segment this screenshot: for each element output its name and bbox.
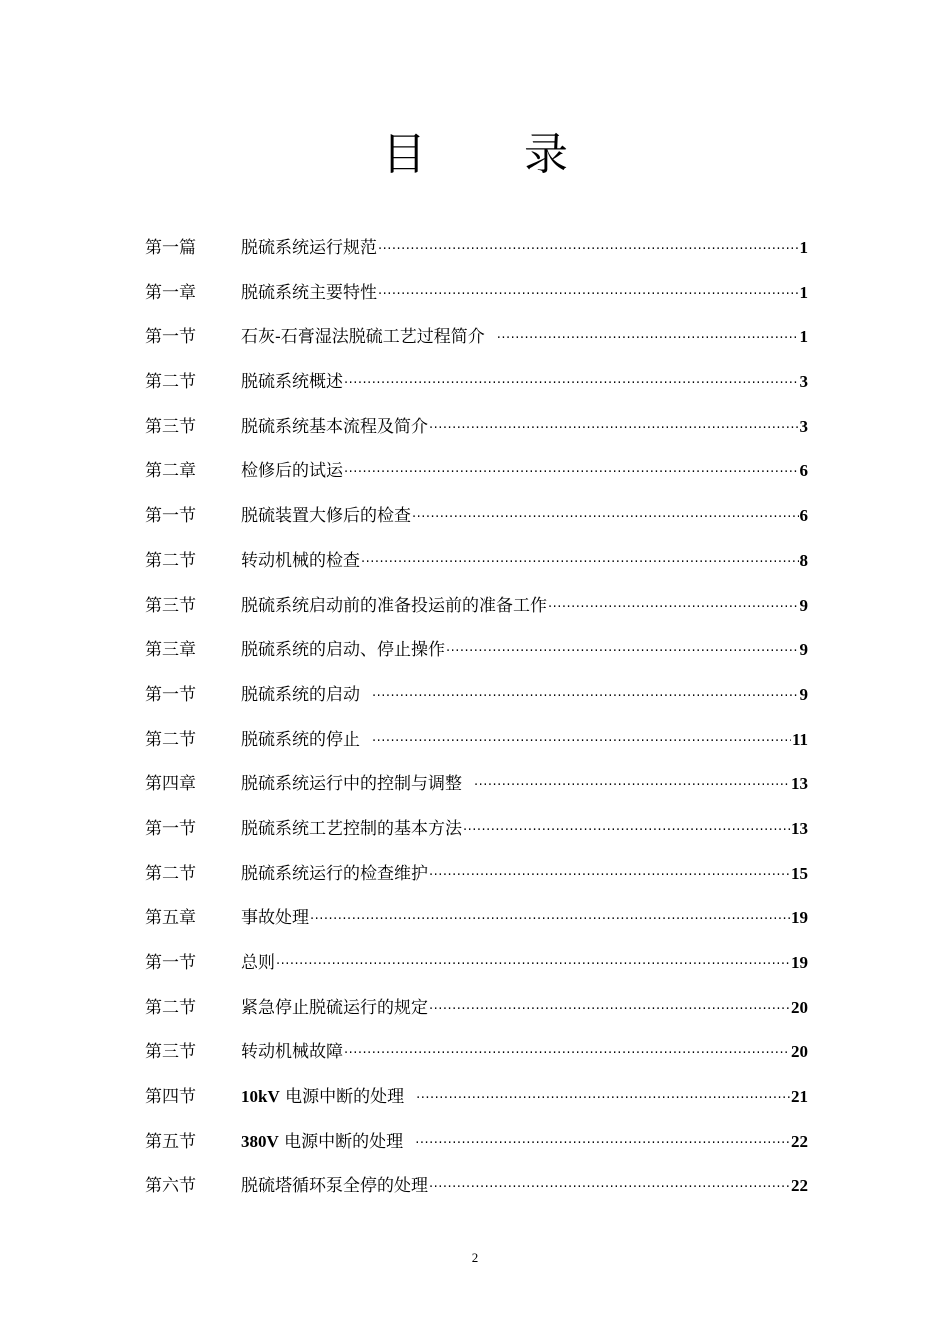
toc-entry-page: 9 [799,684,808,704]
toc-entry-title: 脱硫系统运行规范 [241,238,377,258]
toc-entry[interactable] [145,1075,808,1120]
toc-entry-title: 脱硫系统运行中的控制与调整 [241,774,462,795]
page-number: 2 [471,1250,479,1265]
toc-entry-page: 22 [791,1131,808,1151]
toc-entry-title-bold: 380V [241,1131,279,1151]
toc-entry-label: 第四节 [145,1087,196,1108]
toc-entry-title: 脱硫系统运行的检查维护 [241,863,428,884]
toc-entry[interactable] [145,226,808,271]
toc-entry-page: 9 [799,640,808,660]
toc-entry-label: 第一篇 [145,238,196,258]
toc-entry-label: 第一节 [145,953,196,973]
table-of-contents [145,226,808,1209]
toc-entry-page: 19 [791,953,808,972]
toc-entry-page: 1 [799,282,808,302]
toc-entry[interactable] [145,360,808,405]
toc-entry[interactable] [145,986,808,1031]
toc-entry-label: 第一章 [145,282,196,303]
toc-dot-leader [463,807,790,852]
toc-dot-leader [429,986,790,1031]
toc-entry[interactable] [145,941,808,986]
toc-entry-title: 总则 [241,953,275,973]
toc-entry-label: 第一节 [145,684,196,705]
toc-entry-label: 第二节 [145,997,196,1018]
toc-entry-page: 3 [799,372,808,392]
toc-dot-leader [497,315,799,360]
toc-entry-page: 21 [791,1087,808,1107]
toc-entry-label: 第五章 [145,908,196,929]
toc-entry-title: 脱硫系统启动前的准备投运前的准备工作 [241,595,547,616]
toc-entry-title: 脱硫系统的启动 [241,684,360,705]
toc-dot-leader [361,539,799,584]
toc-entry[interactable] [145,628,808,673]
toc-entry-title: 脱硫装置大修后的检查 [241,506,411,527]
toc-dot-leader [310,896,790,941]
toc-entry[interactable] [145,718,808,763]
toc-entry-title: 脱硫塔循环泵全停的处理 [241,1176,428,1197]
toc-entry-title: 转动机械故障 [241,1042,343,1063]
toc-entry[interactable] [145,271,808,316]
toc-dot-leader [548,584,799,629]
toc-entry-page: 19 [791,908,808,928]
toc-entry-label: 第三章 [145,640,196,661]
toc-entry-page: 3 [799,416,808,436]
toc-entry-label: 第四章 [145,774,196,795]
toc-entry[interactable] [145,1030,808,1075]
toc-entry-page: 13 [791,818,808,838]
toc-dot-leader [378,226,799,271]
toc-entry-title [241,1120,403,1165]
toc-entry-label: 第二节 [145,372,196,393]
toc-dot-leader [446,628,799,673]
toc-entry-page: 20 [791,997,808,1017]
toc-entry[interactable] [145,449,808,494]
toc-entry[interactable] [145,1164,808,1209]
toc-dot-leader [378,271,799,316]
toc-entry-title: 脱硫系统主要特性 [241,282,377,303]
toc-entry-title [241,1075,404,1120]
toc-dot-leader [344,1030,790,1075]
toc-entry[interactable] [145,405,808,450]
toc-entry-title: 事故处理 [241,908,309,929]
toc-dot-leader [344,360,799,405]
toc-entry-title: 脱硫系统概述 [241,372,343,393]
toc-entry-label: 第三节 [145,416,196,437]
toc-entry[interactable] [145,494,808,539]
toc-dot-leader [344,449,799,494]
toc-entry-page: 9 [799,595,808,615]
toc-entry-title: 脱硫系统基本流程及简介 [241,416,428,437]
toc-dot-leader [429,1164,790,1209]
toc-dot-leader [429,405,799,450]
toc-entry-title-bold: 10kV [241,1087,280,1107]
toc-entry-label: 第六节 [145,1176,196,1197]
toc-entry[interactable] [145,673,808,718]
toc-entry-label: 第二章 [145,461,196,482]
toc-entry-label: 第五节 [145,1131,196,1152]
toc-entry-label: 第二节 [145,729,196,750]
toc-entry-label: 第三节 [145,595,196,616]
toc-entry-title: 石灰-石膏湿法脱硫工艺过程简介 [241,327,485,348]
toc-entry-title-rest: 电源中断的处理 [279,1087,405,1108]
toc-entry[interactable] [145,539,808,584]
toc-entry-page: 1 [799,327,808,347]
toc-entry[interactable] [145,1120,808,1165]
toc-entry-page: 11 [791,729,808,749]
toc-dot-leader [276,941,790,986]
toc-entry-title-rest: 电源中断的处理 [278,1131,404,1152]
toc-entry-page: 6 [799,506,808,526]
toc-entry-label: 第一节 [145,506,196,527]
toc-entry-label: 第三节 [145,1042,196,1063]
toc-entry-title: 脱硫系统的停止 [241,729,360,750]
toc-entry[interactable] [145,762,808,807]
toc-entry[interactable] [145,315,808,360]
toc-dot-leader [372,673,799,718]
page-title: 目 录 [382,129,610,180]
toc-entry[interactable] [145,896,808,941]
toc-dot-leader [429,852,790,897]
toc-entry-label: 第一节 [145,818,196,839]
toc-entry-page: 15 [791,863,808,883]
toc-dot-leader [474,762,790,807]
toc-entry-page: 8 [799,550,808,570]
toc-entry[interactable] [145,852,808,897]
toc-entry-label: 第二节 [145,550,196,571]
toc-entry[interactable] [145,584,808,629]
toc-entry-page: 20 [791,1042,808,1062]
toc-entry-label: 第一节 [145,327,196,348]
toc-entry-title: 脱硫系统的启动、停止操作 [241,640,445,661]
toc-entry-title: 检修后的试运 [241,461,343,482]
toc-entry-page: 1 [799,238,808,257]
toc-entry-page: 13 [791,774,808,794]
toc-entry[interactable] [145,807,808,852]
toc-entry-page: 22 [791,1176,808,1196]
toc-entry-page: 6 [799,461,808,481]
toc-entry-label: 第二节 [145,863,196,884]
toc-dot-leader [372,718,791,763]
toc-dot-leader [412,494,799,539]
toc-entry-title: 脱硫系统工艺控制的基本方法 [241,818,462,839]
toc-entry-title: 紧急停止脱硫运行的规定 [241,997,428,1018]
toc-entry-title: 转动机械的检查 [241,550,360,571]
toc-dot-leader [416,1075,790,1120]
toc-dot-leader [415,1120,790,1165]
